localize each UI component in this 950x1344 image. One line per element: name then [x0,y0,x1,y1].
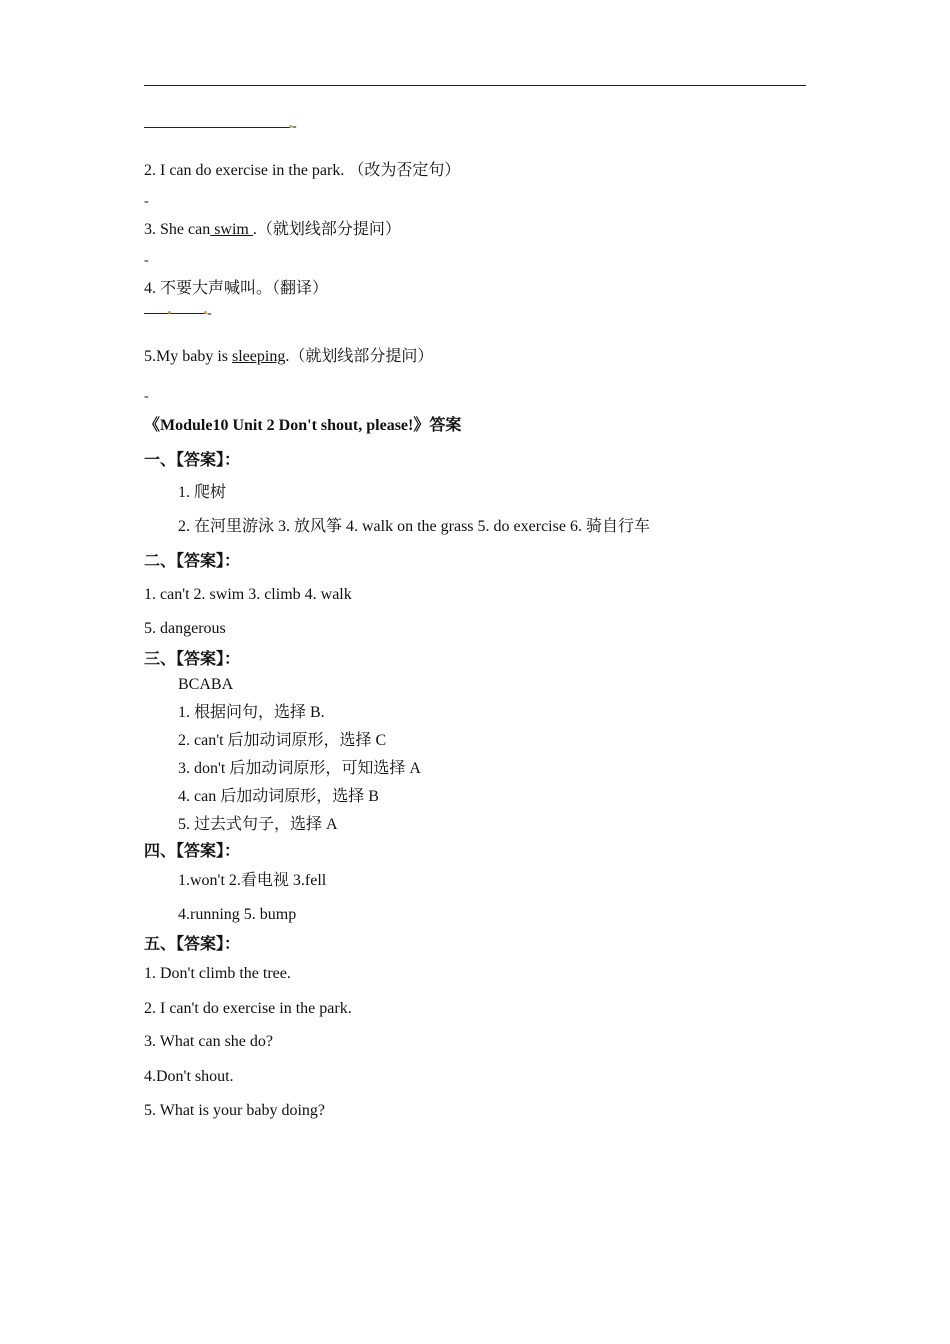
section-5-heading: 五、【答案】： [144,936,241,953]
q5-suffix: .（就划线部分提问） [285,348,434,365]
dash-mark: - [144,194,149,209]
section-5-line: 4.Don't shout. [144,1068,234,1085]
section-3-line: 1. 根据问句，选择 B. [178,704,325,721]
dash-mark: - [144,389,149,404]
section-4-line: 4.running 5. bump [178,906,297,923]
q3-suffix: .（就划线部分提问） [252,221,401,238]
answers-title: 《Module10 Unit 2 Don't shout, please!》答案 [144,417,462,434]
section-2-line: 5. dangerous [144,620,226,637]
section-1-line: 2. 在河里游泳 3. 放风筝 4. walk on the grass 5. do exercise 6. 骑自行车 [178,518,650,535]
section-3-line: 4. can 后加动词原形，选择 B [178,788,379,805]
section-2-heading: 二、【答案】： [144,553,241,570]
marker-dot [168,311,171,314]
q5-prefix: 5.My baby is [144,348,232,365]
q4-text: 4. 不要大声喊叫。（翻译） [144,280,329,297]
section-3-line: 3. don't 后加动词原形，可知选择 A [178,760,421,777]
q3-text [144,220,401,240]
section-3-line: BCABA [178,676,234,693]
q3-prefix: 3. She can [144,221,211,238]
section-1-line: 1. 爬树 [178,484,227,501]
section-5-line: 1. Don't climb the tree. [144,965,291,982]
section-5-line: 3. What can she do? [144,1033,273,1050]
answer-blank-line [144,127,290,128]
section-2-line: 1. can't 2. swim 3. climb 4. walk [144,586,352,603]
section-5-line: 2. I can't do exercise in the park. [144,1000,352,1017]
dash-mark: - [207,306,212,321]
q2-text: 2. I can do exercise in the park. （改为否定句） [144,162,461,179]
section-3-line: 5. 过去式句子，选择 A [178,816,338,833]
section-3-line: 2. can't 后加动词原形，选择 C [178,732,387,749]
section-4-line: 1.won't 2.看电视 3.fell [178,872,327,889]
q5-underlined-word: sleeping [232,348,286,365]
q3-underlined-word: swim [210,221,253,238]
section-3-heading: 三、【答案】： [144,651,241,668]
q5-text [144,347,433,367]
answer-blank-line [144,313,206,314]
dash-mark: - [144,253,149,268]
top-rule [144,85,806,86]
section-1-heading: 一、【答案】： [144,452,241,469]
section-4-heading: 四、【答案】： [144,843,241,860]
dash-mark: - [292,119,297,134]
section-5-line: 5. What is your baby doing? [144,1102,326,1119]
